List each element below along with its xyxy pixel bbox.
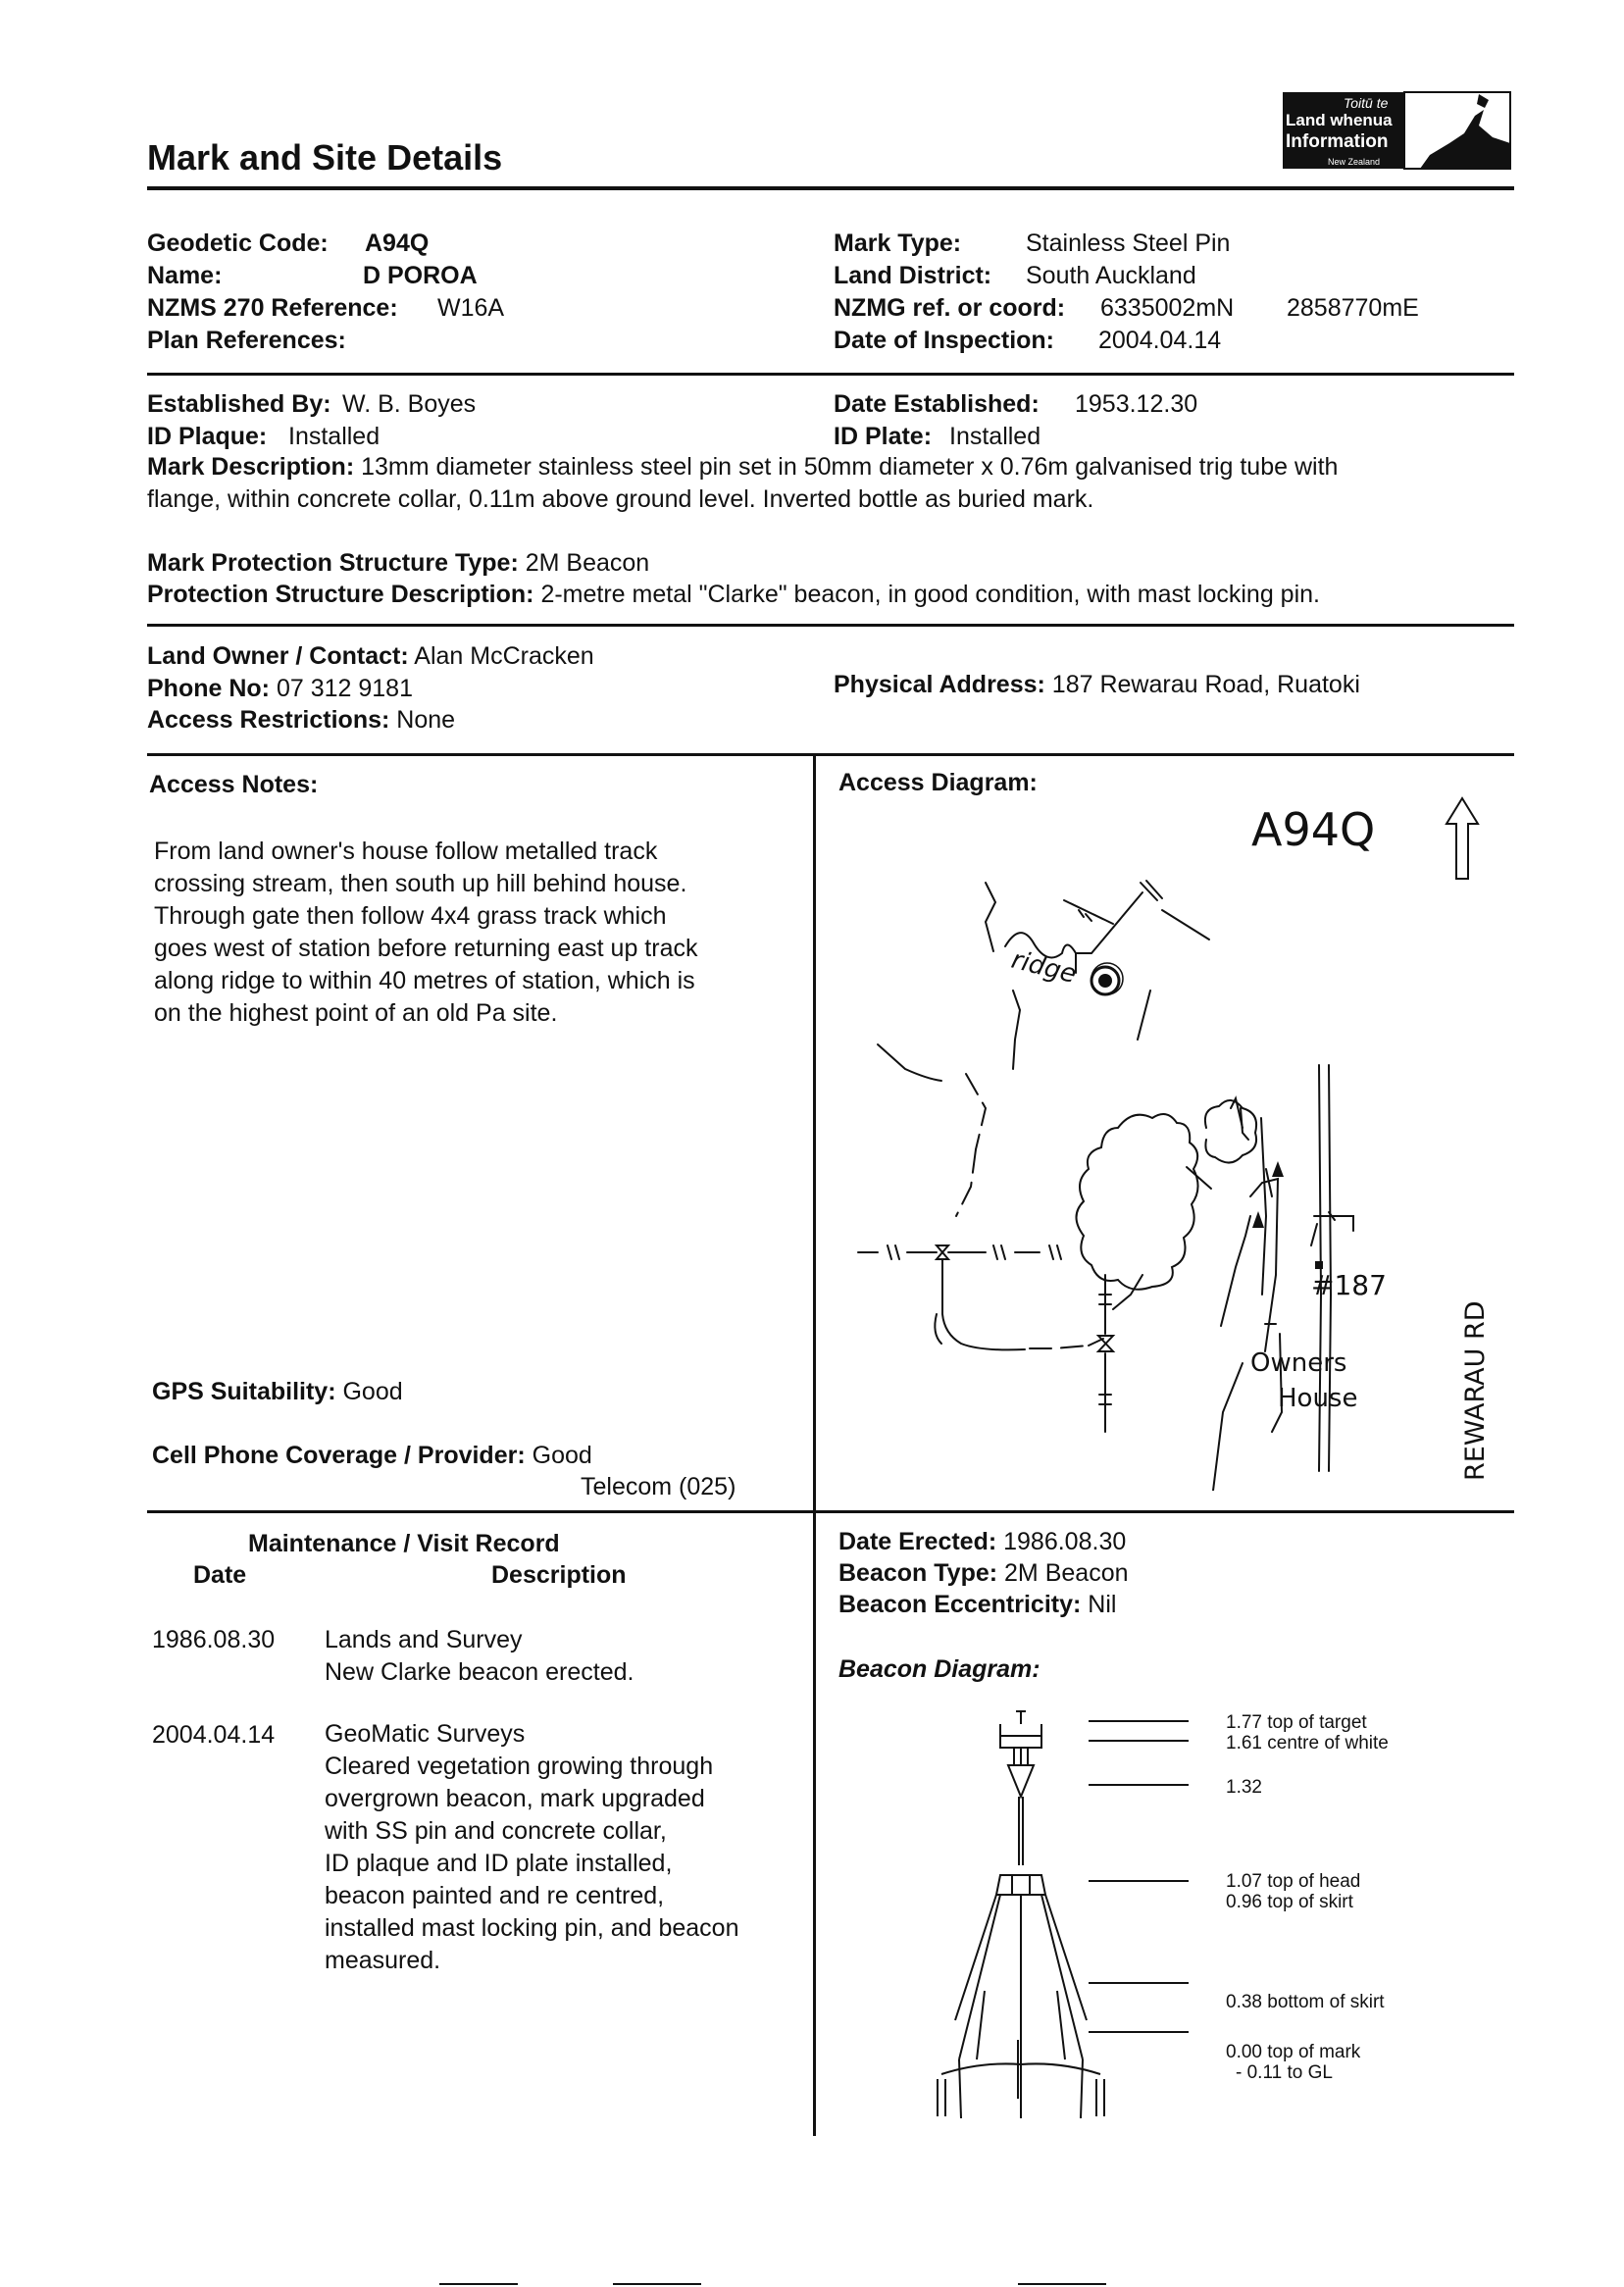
beacon-eccentricity-value: Nil (1088, 1591, 1117, 1618)
station-label: A94Q (1251, 803, 1376, 856)
owners-label: Owners (1250, 1348, 1347, 1378)
access-notes-line: crossing stream, then south up hill behind house. (154, 870, 687, 897)
record-line: New Clarke beacon erected. (325, 1658, 634, 1686)
date-established-value: 1953.12.30 (1075, 390, 1198, 418)
access-notes-label: Access Notes: (149, 771, 319, 798)
protection-type-label: Mark Protection Structure Type: (147, 549, 519, 577)
record-line: measured. (325, 1947, 441, 1974)
logo-line-1: Toitū te (1344, 95, 1389, 111)
protection-description-row (147, 583, 1320, 607)
logo-line-3: Information (1286, 131, 1389, 152)
ridge-label: ridge (1008, 944, 1080, 990)
access-restrictions-value: None (396, 706, 456, 734)
cell-provider-value: Telecom (025) (581, 1473, 736, 1500)
nzms-value: W16A (437, 294, 505, 322)
maintenance-date-header: Date (193, 1561, 247, 1589)
beacon-eccentricity-label: Beacon Eccentricity: (838, 1591, 1082, 1618)
land-district-label: Land District: (834, 262, 992, 289)
nzms-label: NZMS 270 Reference: (147, 294, 398, 322)
section-rule-4 (147, 1510, 1514, 1513)
section-rule-2 (147, 624, 1514, 627)
id-plate-value: Installed (949, 423, 1041, 450)
beacon-dim-label: 1.77 top of target (1226, 1712, 1367, 1733)
beacon-dim-label: 1.61 centre of white (1226, 1733, 1389, 1753)
beacon-type-label: Beacon Type: (838, 1559, 998, 1587)
geodetic-code-value: A94Q (365, 229, 430, 257)
id-plate-label: ID Plate: (834, 423, 933, 450)
mark-description-line-1 (147, 455, 1338, 480)
id-plaque-label: ID Plaque: (147, 423, 268, 450)
access-diagram (819, 785, 1514, 1491)
inspection-date-label: Date of Inspection: (834, 327, 1055, 354)
record-line: beacon painted and re centred, (325, 1882, 665, 1909)
section-rule-1 (147, 373, 1514, 376)
logo-line-4: New Zealand (1328, 157, 1381, 167)
access-restrictions-label: Access Restrictions: (147, 706, 390, 734)
protection-type-row (147, 551, 649, 576)
name-label: Name: (147, 262, 223, 289)
beacon-dim-label: 0.96 top of skirt (1226, 1892, 1353, 1912)
record-line: Lands and Survey (325, 1626, 523, 1653)
nzmg-label: NZMG ref. or coord: (834, 294, 1066, 322)
road-name-label: REWARAU RD (1460, 1300, 1491, 1481)
linz-logo (1283, 86, 1512, 171)
record-description (325, 1718, 739, 1977)
gps-suitability-row (152, 1380, 403, 1404)
cell-coverage-label: Cell Phone Coverage / Provider: (152, 1442, 526, 1469)
beacon-type-row (838, 1561, 1129, 1586)
protection-type-value: 2M Beacon (525, 549, 650, 577)
cell-coverage-value: Good (532, 1442, 592, 1469)
column-divider (813, 755, 816, 2136)
house-label: House (1278, 1384, 1358, 1413)
access-notes-line: Through gate then follow 4x4 grass track which (154, 902, 667, 930)
access-notes-text (154, 836, 697, 1030)
scan-mark (613, 2283, 701, 2285)
page-title: Mark and Site Details (147, 137, 503, 178)
house-number-label: #187 (1311, 1269, 1387, 1301)
geodetic-code-label: Geodetic Code: (147, 229, 329, 257)
name-value: D POROA (363, 262, 478, 289)
physical-address-label: Physical Address: (834, 671, 1045, 698)
date-erected-row (838, 1530, 1126, 1554)
logo-line-2: Land whenua (1286, 111, 1393, 129)
access-notes-line: along ridge to within 40 metres of station, which is (154, 967, 695, 994)
gps-suitability-label: GPS Suitability: (152, 1378, 336, 1405)
inspection-date-value: 2004.04.14 (1098, 327, 1222, 354)
owner-contact-label: Land Owner / Contact: (147, 642, 409, 670)
owner-contact-row (147, 644, 594, 669)
header-rule (147, 186, 1514, 190)
maintenance-title: Maintenance / Visit Record (248, 1530, 560, 1557)
id-plaque-value: Installed (288, 423, 381, 450)
nzmg-north-value: 6335002mN (1100, 294, 1235, 322)
access-notes-line: From land owner's house follow metalled track (154, 838, 658, 865)
north-arrow-icon (1446, 798, 1478, 879)
beacon-dim-label: 1.32 (1226, 1777, 1262, 1798)
beacon-dim-label: 1.07 top of head (1226, 1871, 1361, 1892)
beacon-dim-label: 0.00 top of mark (1226, 2042, 1361, 2062)
section-rule-3 (147, 753, 1514, 756)
record-line: Cleared vegetation growing through (325, 1753, 714, 1780)
protection-description-value: 2-metre metal "Clarke" beacon, in good condition, with mast locking pin. (540, 581, 1320, 608)
record-line: GeoMatic Surveys (325, 1720, 526, 1748)
mark-description-line-2: flange, within concrete collar, 0.11m above ground level. Inverted bottle as buried mark. (147, 485, 1094, 513)
scan-mark (439, 2283, 518, 2285)
record-line: overgrown beacon, mark upgraded (325, 1785, 705, 1812)
scan-mark (1018, 2283, 1106, 2285)
access-notes-line: goes west of station before returning east up track (154, 935, 698, 962)
established-by-value: W. B. Boyes (342, 390, 477, 418)
access-notes-line: on the highest point of an old Pa site. (154, 999, 558, 1027)
beacon-dim-label: 0.38 bottom of skirt (1226, 1992, 1385, 2012)
cell-coverage-row (152, 1444, 592, 1468)
date-erected-label: Date Erected: (838, 1528, 997, 1555)
beacon-diagram (922, 1706, 1236, 2138)
record-date: 2004.04.14 (152, 1721, 276, 1749)
plan-references-label: Plan References: (147, 327, 346, 354)
access-diagram-label: Access Diagram: (838, 769, 1038, 796)
land-district-value: South Auckland (1026, 262, 1196, 289)
protection-description-label: Protection Structure Description: (147, 581, 534, 608)
beacon-diagram-label: Beacon Diagram: (838, 1655, 1040, 1683)
established-by-label: Established By: (147, 390, 331, 418)
date-erected-value: 1986.08.30 (1003, 1528, 1127, 1555)
physical-address-value: 187 Rewarau Road, Ruatoki (1051, 671, 1360, 698)
record-line: with SS pin and concrete collar, (325, 1817, 667, 1845)
date-established-label: Date Established: (834, 390, 1040, 418)
phone-row (147, 677, 413, 701)
mark-description-label: Mark Description: (147, 453, 355, 481)
nzmg-east-value: 2858770mE (1287, 294, 1419, 322)
mark-type-value: Stainless Steel Pin (1026, 229, 1231, 257)
maintenance-description-header: Description (491, 1561, 627, 1589)
record-description (325, 1624, 634, 1689)
mark-type-label: Mark Type: (834, 229, 962, 257)
physical-address-row (834, 673, 1360, 697)
record-line: installed mast locking pin, and beacon (325, 1914, 739, 1942)
phone-value: 07 312 9181 (276, 675, 413, 702)
beacon-type-value: 2M Beacon (1004, 1559, 1129, 1587)
phone-label: Phone No: (147, 675, 270, 702)
record-line: ID plaque and ID plate installed, (325, 1850, 673, 1877)
access-restrictions-row (147, 708, 455, 733)
beacon-dim-label: - 0.11 to GL (1236, 2062, 1333, 2083)
mark-description-text-1: 13mm diameter stainless steel pin set in 50mm diameter x 0.76m galvanised trig tube with (361, 453, 1339, 481)
record-date: 1986.08.30 (152, 1626, 276, 1653)
gps-suitability-value: Good (342, 1378, 403, 1405)
beacon-eccentricity-row (838, 1593, 1116, 1617)
owner-contact-value: Alan McCracken (414, 642, 594, 670)
